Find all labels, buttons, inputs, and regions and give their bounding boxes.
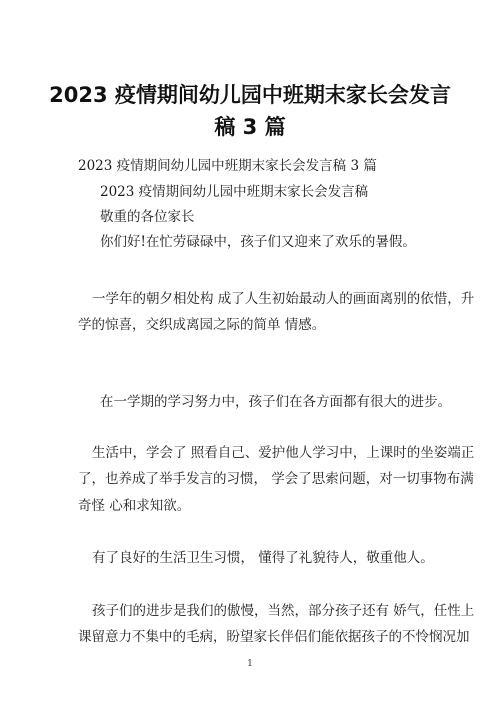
document-title-line-2: 稿 3 篇 bbox=[214, 115, 286, 139]
body-line: 奇怪 心和求知欲。 bbox=[78, 498, 191, 514]
body-line: 生活中，学会了 照看自己、爱护他人学习中，上课时的坐姿端正 bbox=[92, 445, 475, 461]
body-line: 在一学期的学习努力中，孩子们在各方面都有很大的进步。 bbox=[100, 394, 451, 410]
body-line: 了，也养成了举手发言的习惯， 学会了思索问题，对一切事物布满 bbox=[78, 471, 474, 487]
body-line: 2023 疫情期间幼儿园中班期末家长会发言稿 3 篇 bbox=[78, 158, 377, 174]
body-line: 课留意力不集中的毛病，盼望家长伴侣们能依据孩子的不怜悯况加 bbox=[78, 629, 470, 645]
body-line: 2023 疫情期间幼儿园中班期末家长会发言稿 bbox=[100, 184, 369, 200]
body-line: 孩子们的进步是我们的傲慢，当然，部分孩子还有 娇气，任性上 bbox=[92, 603, 475, 619]
page-number: 1 bbox=[247, 659, 253, 669]
body-line: 你们好!在忙劳碌碌中，孩子们又迎来了欢乐的暑假。 bbox=[100, 234, 416, 250]
body-line: 有了良好的生活卫生习惯， 懂得了礼貌待人，敬重他人。 bbox=[92, 550, 434, 566]
body-line: 一学年的朝夕相处构 成了人生初始最动人的画面离别的依惜，升 bbox=[92, 291, 475, 307]
body-line: 学的惊喜，交织成离园之际的简单 情感。 bbox=[78, 317, 326, 333]
body-line: 敬重的各位家长 bbox=[100, 209, 195, 225]
document-title-line-1: 2023 疫情期间幼儿园中班期末家长会发言 bbox=[49, 83, 451, 107]
